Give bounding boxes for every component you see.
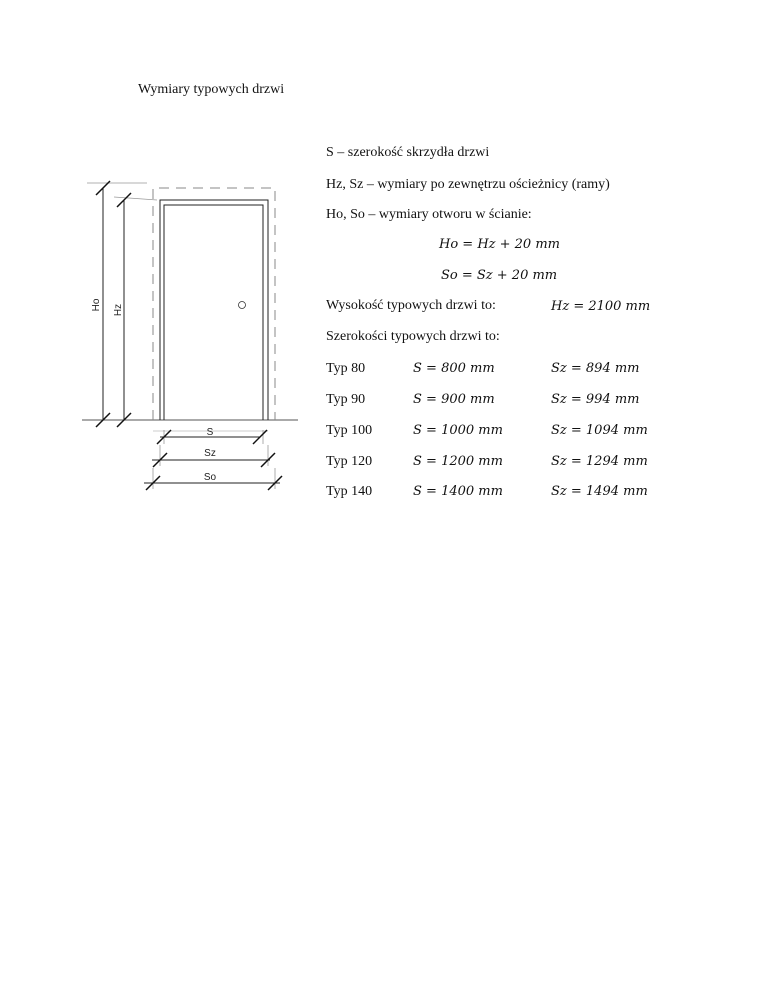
label-ho: Ho (91, 298, 102, 312)
door-drawing (0, 0, 320, 520)
height-label: Wysokość typowych drzwi to: (326, 298, 496, 313)
type-name: Typ 80 (326, 361, 366, 376)
height-value: Hz = 2100 mm (551, 299, 651, 314)
type-s-value: S = 1400 mm (413, 484, 503, 499)
widths-label: Szerokości typowych drzwi to: (326, 329, 500, 344)
type-sz-value: Sz = 1494 mm (551, 484, 648, 499)
label-hz: Hz (113, 303, 124, 317)
type-sz-value: Sz = 994 mm (551, 392, 640, 407)
type-name: Typ 90 (326, 392, 366, 407)
type-s-value: S = 900 mm (413, 392, 495, 407)
type-s-value: S = 1200 mm (413, 454, 503, 469)
label-s: S (206, 427, 214, 438)
door-frame-inner (164, 205, 263, 420)
definition-ho-so: Ho, So – wymiary otworu w ścianie: (326, 207, 532, 222)
formula-ho: Ho = Hz + 20 mm (439, 237, 560, 252)
type-name: Typ 120 (326, 454, 373, 469)
formula-so: So = Sz + 20 mm (441, 268, 558, 283)
page-title: Wymiary typowych drzwi (138, 82, 285, 97)
definition-hz-sz: Hz, Sz – wymiary po zewnętrzu ościeżnicy (ramy) (326, 177, 610, 192)
door-frame-outer (160, 200, 268, 420)
type-name: Typ 140 (326, 484, 373, 499)
label-so: So (203, 472, 217, 483)
hz-extension-line (114, 197, 157, 200)
definition-s: S – szerokość skrzydła drzwi (326, 145, 490, 160)
type-s-value: S = 800 mm (413, 361, 495, 376)
type-sz-value: Sz = 1294 mm (551, 454, 648, 469)
wall-opening-outline (153, 188, 275, 420)
type-name: Typ 100 (326, 423, 373, 438)
type-s-value: S = 1000 mm (413, 423, 503, 438)
door-handle-icon (239, 302, 246, 309)
type-sz-value: Sz = 1094 mm (551, 423, 648, 438)
label-sz: Sz (204, 448, 216, 459)
type-sz-value: Sz = 894 mm (551, 361, 640, 376)
